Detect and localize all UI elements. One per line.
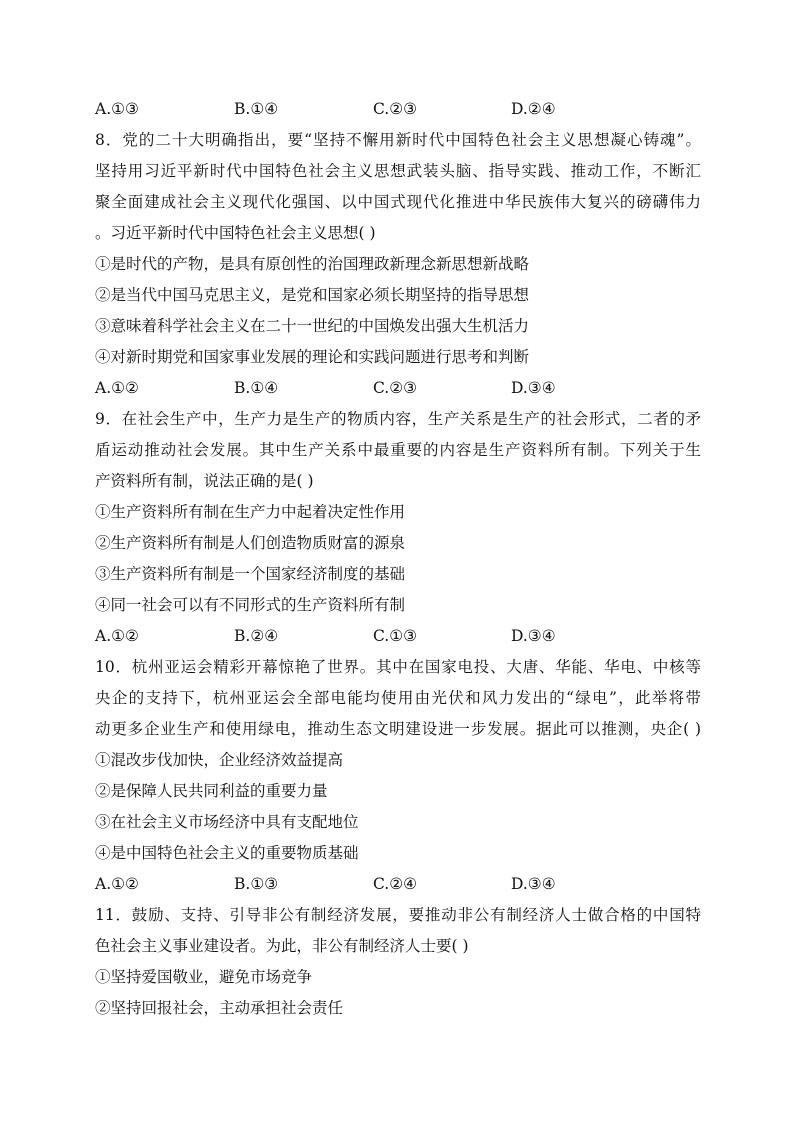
answer-choices-row — [95, 621, 701, 652]
text-line: ③生产资料所有制是一个国家经济制度的基础 — [95, 565, 406, 583]
answer-choice: D.③④ — [511, 627, 556, 645]
answer-choice: B.②④ — [234, 627, 279, 645]
answer-choice: C.②③ — [373, 100, 418, 118]
text-line: 8．党的二十大明确指出，要“坚持不懈用新时代中国特色社会主义思想凝心铸魂”。 — [95, 131, 701, 149]
answer-choice: B.①④ — [234, 379, 279, 397]
text-line: 10．杭州亚运会精彩开幕惊艳了世界。其中在国家电投、大唐、华能、华电、中核等 — [95, 658, 701, 676]
text-line: 9．在社会生产中，生产力是生产的物质内容，生产关系是生产的社会形式，二者的矛 — [95, 410, 701, 428]
text-line: 盾运动推动社会发展。其中生产关系中最重要的内容是生产资料所有制。下列关于生 — [95, 441, 701, 459]
text-line: 聚全面建成社会主义现代化强国、以中国式现代化推进中华民族伟大复兴的磅礴伟力 — [95, 193, 701, 211]
answer-choices-row — [95, 869, 701, 900]
text-line: ②是保障人民共同利益的重要力量 — [95, 782, 328, 800]
text-line: ④对新时期党和国家事业发展的理论和实践问题进行思考和判断 — [95, 348, 530, 366]
text-line: ④同一社会可以有不同形式的生产资料所有制 — [95, 596, 406, 614]
answer-choice: C.②④ — [373, 875, 418, 893]
text-line: ①混改步伐加快，企业经济效益提高 — [95, 751, 344, 769]
text-line: ①坚持爱国敬业，避免市场竞争 — [95, 968, 313, 986]
answer-choice: A.①③ — [95, 100, 139, 118]
answer-choice: A.①② — [95, 379, 139, 397]
text-line: ①生产资料所有制在生产力中起着决定性作用 — [95, 503, 406, 521]
text-line: ③意味着科学社会主义在二十一世纪的中国焕发出强大生机活力 — [95, 317, 530, 335]
answer-choice: B.①④ — [234, 100, 279, 118]
text-line: ①是时代的产物，是具有原创性的治国理政新理念新思想新战略 — [95, 255, 530, 273]
answer-choice: D.③④ — [511, 875, 556, 893]
answer-choice: A.①② — [95, 627, 139, 645]
answer-choice: C.②③ — [373, 379, 418, 397]
text-line: 。习近平新时代中国特色社会主义思想( ) — [95, 224, 376, 242]
text-line: ②生产资料所有制是人们创造物质财富的源泉 — [95, 534, 406, 552]
text-line: 央企的支持下，杭州亚运会全部电能均使用由光伏和风力发出的“绿电”，此举将带 — [95, 689, 701, 707]
text-line: 色社会主义事业建设者。为此，非公有制经济人士要( ) — [95, 937, 469, 955]
document-page — [95, 94, 701, 1024]
text-line: 动更多企业生产和使用绿电，推动生态文明建设进一步发展。据此可以推测，央企( ) — [95, 720, 701, 738]
text-line: ③在社会主义市场经济中具有支配地位 — [95, 813, 359, 831]
text-line: 坚持用习近平新时代中国特色社会主义思想武装头脑、指导实践、推动工作，不断汇 — [95, 162, 701, 180]
text-line: 产资料所有制，说法正确的是( ) — [95, 472, 314, 490]
text-line: ④是中国特色社会主义的重要物质基础 — [95, 844, 359, 862]
answer-choice: A.①② — [95, 875, 139, 893]
text-line: 11．鼓励、支持、引导非公有制经济发展，要推动非公有制经济人士做合格的中国特 — [95, 906, 701, 924]
answer-choice: B.①③ — [234, 875, 279, 893]
answer-choice: D.③④ — [511, 379, 556, 397]
text-line: ②是当代中国马克思主义，是党和国家必须长期坚持的指导思想 — [95, 286, 530, 304]
text-line: ②坚持回报社会，主动承担社会责任 — [95, 999, 344, 1017]
answer-choices-row — [95, 373, 701, 404]
answer-choices-row — [95, 94, 701, 125]
answer-choice: C.①③ — [373, 627, 418, 645]
answer-choice: D.②④ — [511, 100, 556, 118]
